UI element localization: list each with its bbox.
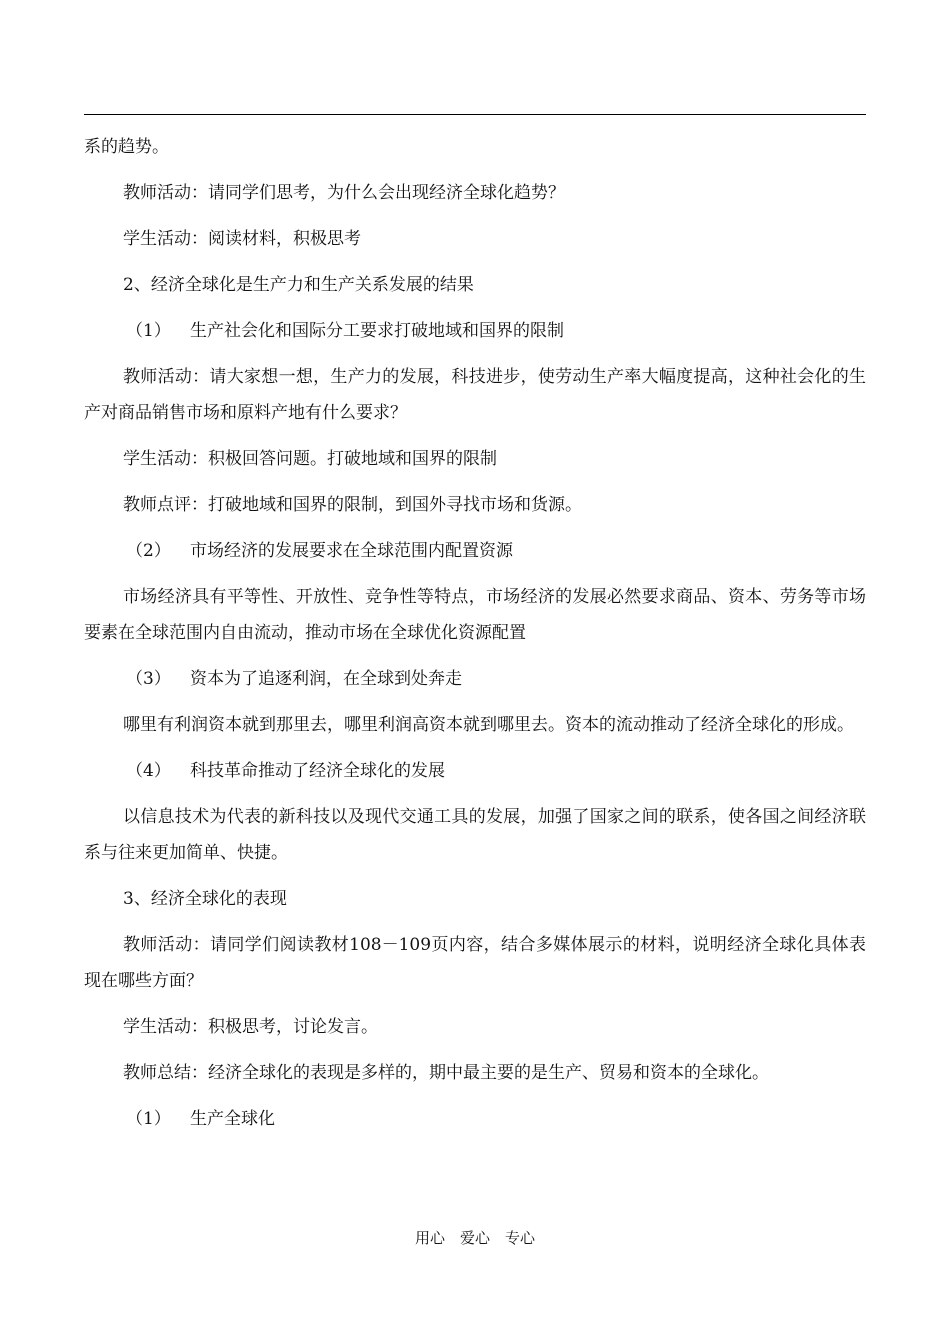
list-item-text: 资本为了追逐利润，在全球到处奔走 xyxy=(190,669,462,689)
header-rule xyxy=(84,114,866,115)
paragraph-teacher-activity: 教师活动：请同学们阅读教材108－109页内容，结合多媒体展示的材料，说明经济全球化具体表现在哪些方面？ xyxy=(84,935,866,991)
list-number: （1） xyxy=(126,321,171,341)
list-item-text: 科技革命推动了经济全球化的发展 xyxy=(190,761,445,781)
section-heading-2: 2、经济全球化是生产力和生产关系发展的结果 xyxy=(123,275,474,295)
list-item-1 xyxy=(84,313,866,349)
paragraph-body: 哪里有利润资本就到那里去，哪里利润高资本就到哪里去。资本的流动推动了经济全球化的形成。 xyxy=(123,715,854,735)
paragraph-teacher-comment: 教师点评：打破地域和国界的限制，到国外寻找市场和货源。 xyxy=(123,495,582,515)
list-item-text: 生产社会化和国际分工要求打破地域和国界的限制 xyxy=(190,321,564,341)
list-number: （2） xyxy=(126,541,171,561)
document-body xyxy=(84,129,866,1147)
list-number: （1） xyxy=(126,1109,171,1129)
list-item-3 xyxy=(84,661,866,697)
paragraph-teacher-summary: 教师总结：经济全球化的表现是多样的，期中最主要的是生产、贸易和资本的全球化。 xyxy=(123,1063,769,1083)
list-number: （4） xyxy=(126,761,171,781)
section-heading-3: 3、经济全球化的表现 xyxy=(123,889,287,909)
paragraph-body: 市场经济具有平等性、开放性、竞争性等特点，市场经济的发展必然要求商品、资本、劳务等市场要素在全球范围内自由流动，推动市场在全球优化资源配置 xyxy=(84,587,866,643)
list-item-text: 生产全球化 xyxy=(190,1109,275,1129)
paragraph-student-activity: 学生活动：积极思考，讨论发言。 xyxy=(123,1017,378,1037)
list-item-4 xyxy=(84,753,866,789)
list-item-5 xyxy=(84,1101,866,1137)
paragraph-teacher-activity: 教师活动：请大家想一想，生产力的发展，科技进步，使劳动生产率大幅度提高，这种社会化的生产对商品销售市场和原料产地有什么要求？ xyxy=(84,367,866,423)
paragraph-body: 以信息技术为代表的新科技以及现代交通工具的发展，加强了国家之间的联系，使各国之间经济联系与往来更加简单、快捷。 xyxy=(84,807,866,863)
page-footer: 用心 爱心 专心 xyxy=(414,1229,535,1247)
paragraph-continuation: 系的趋势。 xyxy=(84,137,169,157)
list-item-2 xyxy=(84,533,866,569)
paragraph-student-activity: 学生活动：积极回答问题。打破地域和国界的限制 xyxy=(123,449,497,469)
list-number: （3） xyxy=(126,669,171,689)
list-item-text: 市场经济的发展要求在全球范围内配置资源 xyxy=(190,541,513,561)
paragraph-student-activity: 学生活动：阅读材料，积极思考 xyxy=(123,229,361,249)
paragraph-teacher-activity: 教师活动：请同学们思考，为什么会出现经济全球化趋势？ xyxy=(123,183,565,203)
